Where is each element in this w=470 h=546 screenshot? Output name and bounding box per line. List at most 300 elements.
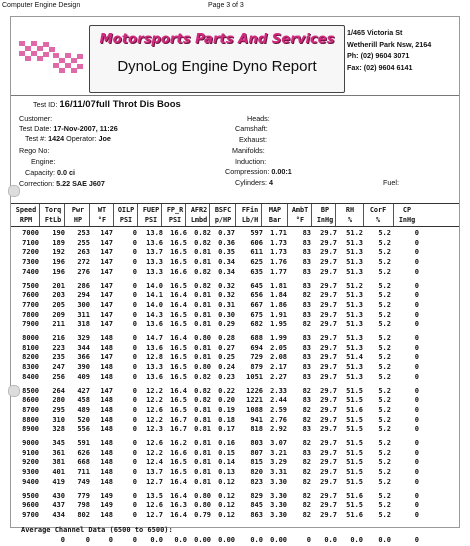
capacity-row [25, 168, 75, 177]
table-cell: 8200 [22, 353, 39, 362]
table-cell: 694 [250, 343, 263, 352]
table-cell: 430 [52, 491, 65, 500]
table-cell: 0 [132, 238, 137, 247]
table-cell: 51.3 [346, 310, 363, 319]
table-row [11, 319, 459, 329]
table-cell: 51.5 [346, 439, 363, 447]
table-cell: 0.16 [218, 439, 235, 447]
column-header [13, 205, 39, 225]
table-cell: 591 [77, 439, 90, 447]
table-cell: 0 [132, 510, 137, 519]
table-cell: 12.2 [146, 396, 163, 405]
heads-label: Heads: [247, 114, 270, 123]
table-cell: 8800 [22, 415, 39, 424]
table-cell: 83 [302, 229, 311, 237]
table-cell: 1051 [246, 372, 263, 381]
table-row [11, 477, 459, 487]
table-cell: 2.05 [270, 343, 287, 352]
table-cell: 51.5 [346, 396, 363, 405]
table-cell: 16.5 [170, 238, 187, 247]
table-cell: 0.80 [194, 501, 211, 510]
table-cell: 0 [414, 248, 419, 257]
table-cell: 51.6 [346, 491, 363, 500]
average-cell: 0.0 [324, 535, 337, 544]
table-cell: 0.23 [218, 372, 235, 381]
table-cell: 16.2 [170, 439, 187, 447]
average-cell: 0.00 [270, 535, 287, 544]
table-cell: 0.12 [218, 510, 235, 519]
table-cell: 5.2 [378, 363, 391, 372]
table-cell: 611 [250, 248, 263, 257]
table-cell: 667 [250, 300, 263, 309]
table-cell: 2.27 [270, 372, 287, 381]
table-cell: 328 [52, 425, 65, 434]
table-row [11, 238, 459, 248]
phone-number: Ph: (02) 9604 3071 [347, 51, 410, 60]
report-page [10, 16, 460, 544]
table-cell: 147 [100, 248, 113, 257]
column-header [91, 205, 113, 225]
table-cell: 83 [302, 448, 311, 457]
table-row [11, 510, 459, 520]
table-cell: 0.82 [194, 386, 211, 395]
checkered-flags-logo [17, 33, 85, 75]
table-cell: 190 [52, 229, 65, 237]
table-cell: 16.6 [170, 448, 187, 457]
column-header [66, 205, 90, 225]
table-cell: 3.30 [270, 501, 287, 510]
average-cell: 0 [132, 535, 137, 544]
table-cell: 13.6 [146, 343, 163, 352]
average-cell: 0 [85, 535, 90, 544]
table-cell: 51.5 [346, 415, 363, 424]
average-row [11, 536, 459, 546]
table-cell: 0.81 [194, 458, 211, 467]
table-cell: 0 [132, 281, 137, 290]
table-cell: 0.15 [218, 448, 235, 457]
table-cell: 1.81 [270, 281, 287, 290]
test-id-label: Test ID: [33, 100, 58, 109]
table-cell: 656 [250, 291, 263, 300]
table-cell: 51.5 [346, 448, 363, 457]
table-cell: 0 [414, 491, 419, 500]
column-header-unit: Lb/H [241, 216, 259, 224]
table-cell: 16.4 [170, 386, 187, 395]
table-cell: 29.7 [320, 334, 337, 342]
table-cell: 29.7 [320, 501, 337, 510]
table-cell: 16.5 [170, 363, 187, 372]
table-cell: 29.7 [320, 405, 337, 414]
engine-label: Engine: [31, 157, 56, 166]
table-row [11, 247, 459, 257]
table-cell: 203 [52, 291, 65, 300]
column-header-unit: RPM [19, 216, 33, 224]
table-cell: 668 [77, 458, 90, 467]
column-header-unit: °F [97, 216, 107, 224]
table-cell: 0 [414, 334, 419, 342]
table-cell: 5.2 [378, 477, 391, 486]
column-divider [137, 204, 138, 226]
table-cell: 147 [100, 267, 113, 276]
table-cell: 83 [302, 258, 311, 267]
average-cell: 0 [306, 535, 311, 544]
table-cell: 16.3 [170, 501, 187, 510]
table-cell: 29.7 [320, 248, 337, 257]
table-cell: 13.6 [146, 238, 163, 247]
table-cell: 0.32 [218, 281, 235, 290]
table-cell: 16.4 [170, 334, 187, 342]
column-divider [363, 204, 364, 226]
address-line: 1/465 Victoria St [347, 28, 403, 37]
column-header-unit: °F [295, 216, 305, 224]
table-cell: 0.81 [194, 439, 211, 447]
column-header [187, 205, 211, 225]
table-cell: 0 [132, 258, 137, 267]
column-header [365, 205, 391, 225]
table-cell: 1.71 [270, 229, 287, 237]
table-cell: 434 [52, 510, 65, 519]
table-cell: 0.79 [194, 510, 211, 519]
column-divider [185, 204, 186, 226]
table-cell: 0 [414, 458, 419, 467]
table-cell: 29.7 [320, 353, 337, 362]
table-cell: 147 [100, 353, 113, 362]
table-cell: 9000 [22, 439, 39, 447]
average-cell: 0 [60, 535, 65, 544]
table-cell: 201 [52, 281, 65, 290]
table-cell: 0 [132, 439, 137, 447]
table-cell: 0.29 [218, 320, 235, 329]
table-cell: 29.7 [320, 396, 337, 405]
table-cell: 14.3 [146, 310, 163, 319]
column-header-name: MAP [268, 206, 282, 214]
table-cell: 83 [302, 281, 311, 290]
table-cell: 148 [100, 363, 113, 372]
table-row [11, 281, 459, 291]
table-cell: 16.5 [170, 281, 187, 290]
table-row [11, 362, 459, 372]
column-header-unit: PSI [119, 216, 133, 224]
table-cell: 5.2 [378, 258, 391, 267]
table-cell: 13.3 [146, 258, 163, 267]
table-cell: 149 [100, 491, 113, 500]
table-cell: 489 [77, 405, 90, 414]
table-cell: 82 [302, 501, 311, 510]
table-cell: 12.8 [146, 353, 163, 362]
table-cell: 16.5 [170, 320, 187, 329]
table-cell: 3.31 [270, 468, 287, 477]
table-cell: 807 [250, 448, 263, 457]
table-cell: 29.7 [320, 510, 337, 519]
column-divider [261, 204, 262, 226]
table-cell: 51.5 [346, 468, 363, 477]
column-header-name: Torq [44, 206, 62, 214]
column-header-name: CorF [369, 206, 387, 214]
test-number-label: Test #: [25, 134, 47, 143]
table-cell: 0 [132, 386, 137, 395]
table-cell: 0.80 [194, 363, 211, 372]
table-cell: 0 [132, 405, 137, 414]
table-cell: 0.81 [194, 343, 211, 352]
table-cell: 83 [302, 267, 311, 276]
column-divider [335, 204, 336, 226]
table-cell: 0 [132, 477, 137, 486]
table-cell: 51.5 [346, 477, 363, 486]
table-cell: 3.30 [270, 477, 287, 486]
table-cell: 419 [52, 477, 65, 486]
table-cell: 51.2 [346, 281, 363, 290]
table-cell: 5.2 [378, 425, 391, 434]
column-divider [89, 204, 90, 226]
table-cell: 148 [100, 468, 113, 477]
table-cell: 82 [302, 468, 311, 477]
table-cell: 0.80 [194, 334, 211, 342]
table-cell: 1.84 [270, 291, 287, 300]
column-header-name: WT [97, 206, 107, 214]
table-cell: 0 [132, 491, 137, 500]
column-header-name: Pwr [71, 206, 85, 214]
table-cell: 0 [414, 238, 419, 247]
exhaust-label: Exhaust: [239, 135, 267, 144]
table-cell: 16.4 [170, 300, 187, 309]
table-cell: 345 [52, 439, 65, 447]
table-cell: 0 [414, 468, 419, 477]
table-cell: 7900 [22, 320, 39, 329]
column-divider [311, 204, 312, 226]
table-cell: 147 [100, 281, 113, 290]
table-cell: 192 [52, 248, 65, 257]
table-cell: 606 [250, 238, 263, 247]
table-cell: 0 [132, 267, 137, 276]
table-cell: 0.32 [218, 291, 235, 300]
table-cell: 16.5 [170, 396, 187, 405]
table-cell: 437 [52, 501, 65, 510]
table-cell: 803 [250, 439, 263, 447]
table-cell: 0.12 [218, 491, 235, 500]
column-header [163, 205, 187, 225]
table-cell: 13.8 [146, 229, 163, 237]
table-cell: 82 [302, 415, 311, 424]
table-cell: 863 [250, 510, 263, 519]
address-line: Wetherill Park Nsw, 2164 [347, 39, 432, 49]
table-cell: 14.0 [146, 281, 163, 290]
table-cell: 5.2 [378, 491, 391, 500]
table-cell: 16.4 [170, 291, 187, 300]
table-cell: 205 [52, 300, 65, 309]
table-cell: 0 [132, 320, 137, 329]
table-cell: 0 [132, 353, 137, 362]
table-cell: 0.82 [194, 267, 211, 276]
table-row [11, 352, 459, 362]
table-cell: 83 [302, 372, 311, 381]
average-cell: 0.00 [194, 535, 211, 544]
table-cell: 8600 [22, 396, 39, 405]
average-cell: 0.0 [174, 535, 187, 544]
table-cell: 711 [77, 468, 90, 477]
table-cell: 16.7 [170, 415, 187, 424]
table-cell: 83 [302, 425, 311, 434]
column-header-name: CP [402, 206, 412, 214]
column-divider [161, 204, 162, 226]
table-cell: 29.7 [320, 468, 337, 477]
table-row [11, 395, 459, 405]
table-cell: 311 [77, 310, 90, 319]
table-cell: 16.5 [170, 353, 187, 362]
table-cell: 0 [132, 291, 137, 300]
table-cell: 148 [100, 458, 113, 467]
table-cell: 300 [77, 300, 90, 309]
table-cell: 3.29 [270, 458, 287, 467]
table-cell: 294 [77, 291, 90, 300]
column-divider [39, 204, 40, 226]
table-cell: 13.6 [146, 372, 163, 381]
column-divider [393, 204, 394, 226]
table-cell: 0 [132, 425, 137, 434]
table-cell: 5.2 [378, 310, 391, 319]
table-cell: 29.7 [320, 372, 337, 381]
table-cell: 83 [302, 396, 311, 405]
table-cell: 675 [250, 310, 263, 319]
table-row [11, 290, 459, 300]
table-cell: 0.12 [218, 477, 235, 486]
table-cell: 682 [250, 320, 263, 329]
table-cell: 51.3 [346, 300, 363, 309]
table-cell: 7700 [22, 300, 39, 309]
table-cell: 0 [414, 439, 419, 447]
table-cell: 0 [132, 501, 137, 510]
table-cell: 0.81 [194, 248, 211, 257]
table-row [11, 257, 459, 267]
table-cell: 9400 [22, 477, 39, 486]
table-cell: 1.76 [270, 258, 287, 267]
operator-value: Joe [98, 134, 111, 143]
table-cell: 82 [302, 491, 311, 500]
table-cell: 520 [77, 415, 90, 424]
column-header-unit: PSI [144, 216, 158, 224]
average-cell: 0.0 [150, 535, 163, 544]
table-cell: 8900 [22, 425, 39, 434]
table-cell: 5.2 [378, 281, 391, 290]
table-cell: 14.0 [146, 300, 163, 309]
table-cell: 83 [302, 343, 311, 352]
table-cell: 0.24 [218, 363, 235, 372]
column-header [263, 205, 287, 225]
table-cell: 83 [302, 334, 311, 342]
table-cell: 29.7 [320, 291, 337, 300]
table-cell: 51.5 [346, 425, 363, 434]
test-id-row [33, 99, 181, 110]
table-cell: 0.12 [218, 501, 235, 510]
table-cell: 390 [77, 363, 90, 372]
table-cell: 82 [302, 291, 311, 300]
brand-box [89, 25, 345, 93]
table-cell: 5.2 [378, 320, 391, 329]
table-cell: 16.4 [170, 491, 187, 500]
table-cell: 0.82 [194, 281, 211, 290]
fax-number: Fax: (02) 9604 6141 [347, 62, 413, 72]
cylinders-value: 4 [268, 178, 273, 187]
table-cell: 16.6 [170, 229, 187, 237]
table-cell: 216 [52, 334, 65, 342]
compression-row [225, 167, 292, 176]
table-cell: 235 [52, 353, 65, 362]
table-cell: 51.3 [346, 248, 363, 257]
table-cell: 0.82 [194, 229, 211, 237]
table-cell: 29.7 [320, 320, 337, 329]
table-cell: 344 [77, 343, 90, 352]
page-number: Page 3 of 3 [208, 2, 244, 9]
table-cell: 5.2 [378, 334, 391, 342]
table-cell: 0 [132, 300, 137, 309]
table-cell: 0 [132, 343, 137, 352]
table-cell: 147 [100, 310, 113, 319]
column-header [115, 205, 137, 225]
table-row [11, 405, 459, 415]
table-cell: 5.2 [378, 448, 391, 457]
table-cell: 0 [132, 415, 137, 424]
table-cell: 148 [100, 396, 113, 405]
table-cell: 0 [132, 363, 137, 372]
table-cell: 83 [302, 248, 311, 257]
table-cell: 3.30 [270, 491, 287, 500]
table-cell: 8400 [22, 372, 39, 381]
column-header [313, 205, 337, 225]
table-cell: 13.7 [146, 248, 163, 257]
column-divider [113, 204, 114, 226]
table-cell: 149 [100, 501, 113, 510]
table-cell: 0 [132, 396, 137, 405]
table-cell: 12.2 [146, 448, 163, 457]
table-cell: 14.1 [146, 291, 163, 300]
table-cell: 148 [100, 343, 113, 352]
table-row [11, 343, 459, 353]
table-cell: 0 [414, 267, 419, 276]
column-header-unit: InHg [316, 216, 334, 224]
induction-label: Induction: [235, 157, 267, 166]
table-cell: 148 [100, 425, 113, 434]
table-cell: 9500 [22, 491, 39, 500]
table-cell: 148 [100, 510, 113, 519]
table-cell: 148 [100, 477, 113, 486]
table-cell: 16.7 [170, 425, 187, 434]
table-cell: 688 [250, 334, 263, 342]
table-cell: 29.7 [320, 267, 337, 276]
table-cell: 29.7 [320, 448, 337, 457]
column-header [395, 205, 419, 225]
table-cell: 0.27 [218, 343, 235, 352]
table-cell: 5.2 [378, 405, 391, 414]
table-cell: 8100 [22, 343, 39, 352]
report-title: DynoLog Engine Dyno Report [117, 58, 317, 75]
table-row [11, 491, 459, 501]
compression-value: 0.00:1 [271, 167, 292, 176]
table-row [11, 267, 459, 277]
table-cell: 0.81 [194, 448, 211, 457]
table-cell: 0.31 [218, 300, 235, 309]
table-cell: 0 [414, 229, 419, 237]
table-cell: 0.81 [194, 310, 211, 319]
table-cell: 1.95 [270, 320, 287, 329]
test-number-value: 1424 [48, 134, 65, 143]
table-cell: 12.7 [146, 510, 163, 519]
table-cell: 0.82 [194, 396, 211, 405]
table-cell: 798 [77, 501, 90, 510]
table-cell: 2.76 [270, 415, 287, 424]
table-cell: 2.92 [270, 425, 287, 434]
table-cell: 626 [77, 448, 90, 457]
table-cell: 196 [52, 267, 65, 276]
table-row [11, 467, 459, 477]
